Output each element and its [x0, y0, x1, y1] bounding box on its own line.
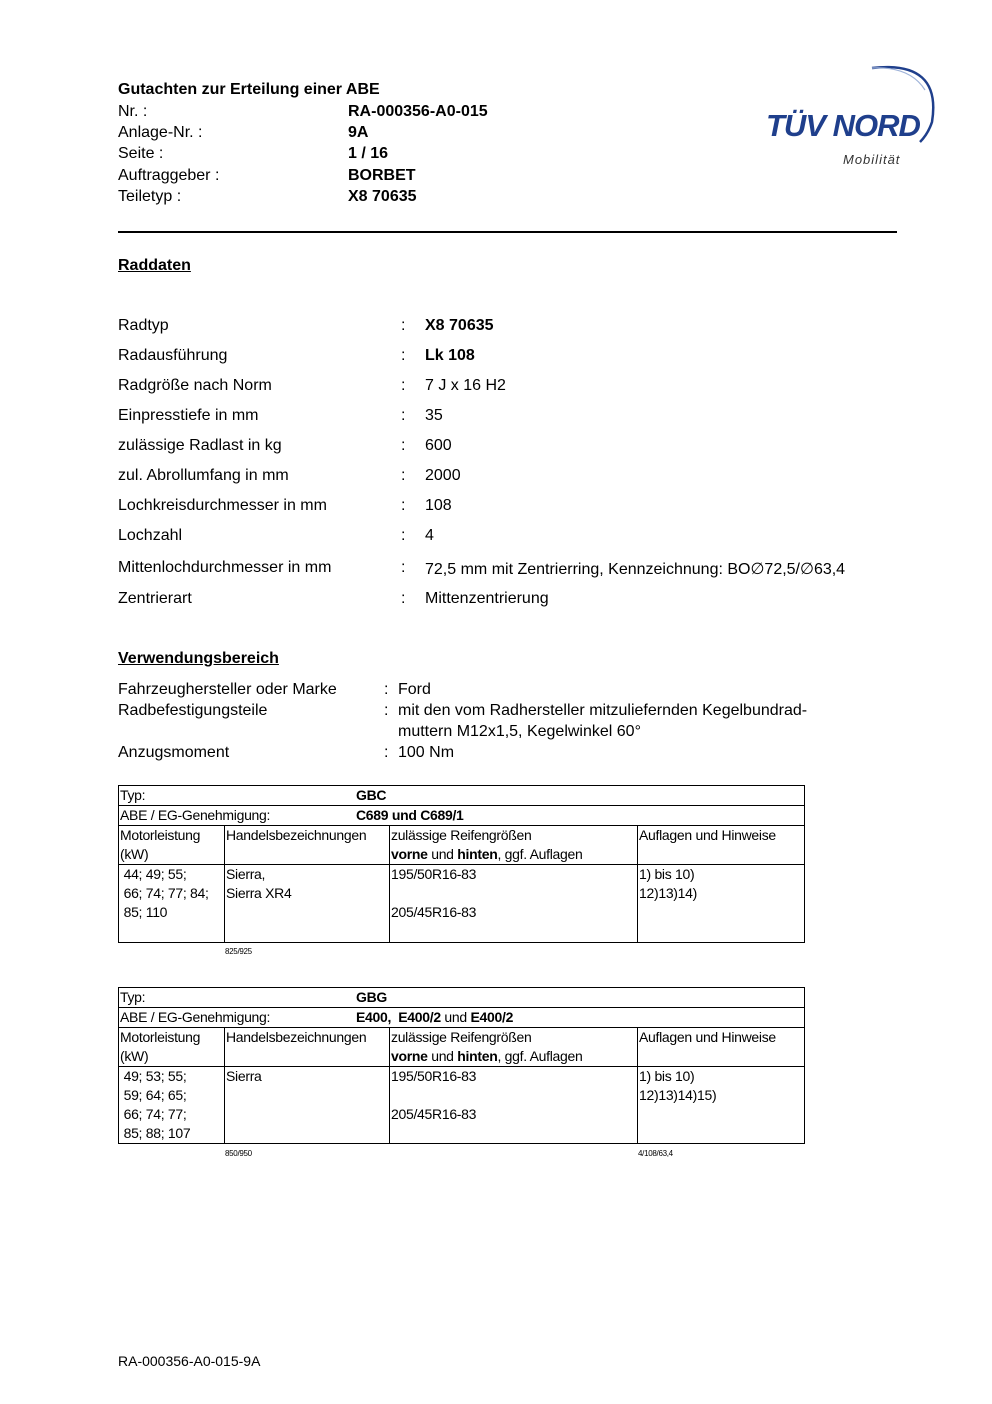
verwendung-value-continued: muttern M12x1,5, Kegelwinkel 60°: [398, 723, 641, 740]
verwendung-colon: :: [384, 702, 389, 719]
header-divider: [118, 231, 897, 233]
abe-cell: [119, 1008, 805, 1028]
raddaten-colon: :: [401, 317, 406, 334]
table-row-typ: [119, 988, 805, 1008]
header-text: [391, 845, 636, 864]
raddaten-label: zul. Abrollumfang in mm: [118, 467, 289, 484]
cell-line: 195/50R16-83: [391, 866, 477, 882]
header-reifengroessen: [390, 1028, 638, 1067]
table-header-row: [119, 1028, 805, 1067]
raddaten-value: 600: [425, 437, 452, 454]
header-auflagen-suffix: , ggf. Auflagen: [497, 1048, 583, 1064]
verwendung-value: Ford: [398, 681, 431, 698]
raddaten-colon: :: [401, 467, 406, 484]
cell-line: 1) bis 10): [639, 1068, 695, 1084]
header-label: Nr. :: [118, 103, 148, 120]
cell-line: [391, 884, 636, 903]
header-text: [391, 1047, 636, 1066]
verwendung-label: Radbefestigungsteile: [118, 702, 268, 719]
header-auflagen: [638, 1028, 805, 1067]
typ-cell: [119, 988, 805, 1008]
header-value: 9A: [348, 124, 369, 141]
table-note-left: 850/950: [225, 1149, 252, 1158]
header-bold-vorne: vorne: [391, 846, 428, 862]
cell-line: 195/50R16-83: [391, 1068, 477, 1084]
raddaten-value: Lk 108: [425, 347, 475, 364]
document-title: Gutachten zur Erteilung einer ABE: [118, 81, 380, 98]
header-label: Auftraggeber :: [118, 167, 220, 184]
verwendung-label: Anzugsmoment: [118, 744, 230, 761]
cell-line: Sierra,: [226, 866, 266, 882]
raddaten-label: Lochzahl: [118, 527, 183, 544]
table-note-right: 4/108/63,4: [638, 1149, 673, 1158]
raddaten-value: 7 J x 16 H2: [425, 377, 506, 394]
header-value: BORBET: [348, 167, 416, 184]
raddaten-colon: :: [401, 377, 406, 394]
cell-motorleistung: [119, 865, 225, 943]
raddaten-value: 35: [425, 407, 443, 424]
header-label: Teiletyp :: [118, 188, 182, 205]
header-text: Handelsbezeichnungen: [226, 1029, 367, 1045]
header-bold-vorne: vorne: [391, 1048, 428, 1064]
cell-line: 44; 49; 55;: [120, 866, 187, 882]
raddaten-value: Mittenzentrierung: [425, 590, 549, 607]
header-value: RA-000356-A0-015: [348, 103, 488, 120]
abe-und: und: [440, 1009, 471, 1025]
header-text: Motorleistung: [120, 827, 201, 843]
cell-motorleistung: [119, 1067, 225, 1144]
header-bold-hinten: hinten: [457, 1048, 498, 1064]
header-reifengroessen: [390, 826, 638, 865]
header-bold-hinten: hinten: [457, 846, 498, 862]
header-text: zulässige Reifengrößen: [391, 1029, 532, 1045]
footer-document-id: RA-000356-A0-015-9A: [118, 1353, 261, 1369]
cell-reifengroessen: [390, 1067, 638, 1144]
cell-line: 66; 74; 77; 84;: [120, 885, 209, 901]
table-row-abe: [119, 1008, 805, 1028]
cell-auflagen: [638, 1067, 805, 1144]
header-und: und: [427, 846, 458, 862]
vehicle-table-gbg: [118, 987, 805, 1144]
raddaten-value: 2000: [425, 467, 461, 484]
verwendung-value: 100 Nm: [398, 744, 455, 761]
cell-line: 12)13)14)15): [639, 1087, 717, 1103]
header-motorleistung: [119, 826, 225, 865]
raddaten-label: zulässige Radlast in kg: [118, 437, 282, 454]
header-label: Seite :: [118, 145, 164, 162]
raddaten-colon: :: [401, 527, 406, 544]
raddaten-value: X8 70635: [425, 317, 494, 334]
raddaten-label: Mittenlochdurchmesser in mm: [118, 559, 332, 576]
abe-value-1: E400, E400/2: [356, 1009, 441, 1025]
verwendung-value: mit den vom Radhersteller mitzuliefernden Kegelbundrad-: [398, 702, 808, 719]
verwendung-colon: :: [384, 681, 389, 698]
raddaten-value: 4: [425, 527, 434, 544]
cell-handelsbezeichnung: [225, 865, 390, 943]
header-label: Anlage-Nr. :: [118, 124, 203, 141]
typ-value: GBG: [356, 989, 387, 1005]
cell-line: 205/45R16-83: [391, 904, 477, 920]
raddaten-label: Einpresstiefe in mm: [118, 407, 259, 424]
cell-line: 66; 74; 77;: [120, 1106, 187, 1122]
header-value: X8 70635: [348, 188, 417, 205]
cell-line: [391, 1086, 636, 1105]
cell-line: 85; 110: [120, 904, 168, 920]
cell-line: 59; 64; 65;: [120, 1087, 187, 1103]
cell-auflagen: [638, 865, 805, 943]
abe-label: ABE / EG-Genehmigung:: [120, 807, 271, 823]
raddaten-colon: :: [401, 590, 406, 607]
raddaten-label: Radausführung: [118, 347, 228, 364]
cell-line: Sierra: [226, 1068, 262, 1084]
raddaten-colon: :: [401, 347, 406, 364]
section-title-raddaten: Raddaten: [118, 257, 191, 274]
table-header-row: [119, 826, 805, 865]
typ-cell: [119, 786, 805, 806]
cell-line: 85; 88; 107: [120, 1125, 191, 1141]
header-text: zulässige Reifengrößen: [391, 827, 532, 843]
typ-label: Typ:: [120, 989, 146, 1005]
raddaten-label: Zentrierart: [118, 590, 192, 607]
raddaten-colon: :: [401, 559, 406, 576]
header-handelsbezeichnungen: [225, 826, 390, 865]
abe-label: ABE / EG-Genehmigung:: [120, 1009, 271, 1025]
table-row-abe: [119, 806, 805, 826]
header-value: 1 / 16: [348, 145, 389, 162]
header-auflagen-suffix: , ggf. Auflagen: [497, 846, 583, 862]
cell-line: 49; 53; 55;: [120, 1068, 187, 1084]
header-auflagen: [638, 826, 805, 865]
header-motorleistung: [119, 1028, 225, 1067]
raddaten-value: 108: [425, 497, 452, 514]
raddaten-label: Radtyp: [118, 317, 169, 334]
cell-line: 205/45R16-83: [391, 1106, 477, 1122]
header-und: und: [427, 1048, 458, 1064]
typ-value: GBC: [356, 787, 387, 803]
logo-subtitle: Mobilität: [843, 152, 901, 167]
raddaten-colon: :: [401, 437, 406, 454]
cell-line: Sierra XR4: [226, 885, 292, 901]
verwendung-label: Fahrzeughersteller oder Marke: [118, 681, 337, 698]
raddaten-label: Radgröße nach Norm: [118, 377, 272, 394]
verwendung-colon: :: [384, 744, 389, 761]
cell-line: 12)13)14): [639, 885, 698, 901]
header-text: Auflagen und Hinweise: [639, 827, 776, 843]
abe-cell: [119, 806, 805, 826]
raddaten-colon: :: [401, 497, 406, 514]
cell-line: 1) bis 10): [639, 866, 695, 882]
vehicle-table-gbc: [118, 785, 805, 943]
header-text: Handelsbezeichnungen: [226, 827, 367, 843]
typ-label: Typ:: [120, 787, 146, 803]
raddaten-label: Lochkreisdurchmesser in mm: [118, 497, 327, 514]
header-text: Auflagen und Hinweise: [639, 1029, 776, 1045]
logo-brand: TÜV NORD: [766, 108, 920, 143]
table-row: [119, 865, 805, 943]
table-row-typ: [119, 786, 805, 806]
header-text: Motorleistung: [120, 1029, 201, 1045]
header-text: (kW): [120, 1048, 149, 1064]
header-handelsbezeichnungen: [225, 1028, 390, 1067]
table-row: [119, 1067, 805, 1144]
table-note-left: 825/925: [225, 947, 252, 956]
cell-reifengroessen: [390, 865, 638, 943]
raddaten-value: 72,5 mm mit Zentrierring, Kennzeichnung: BO∅72,5/∅63,4: [425, 561, 846, 578]
header-text: (kW): [120, 846, 149, 862]
cell-handelsbezeichnung: [225, 1067, 390, 1144]
abe-value-2: E400/2: [470, 1009, 514, 1025]
abe-value: C689 und C689/1: [356, 807, 464, 823]
section-title-verwendungsbereich: Verwendungsbereich: [118, 650, 279, 667]
raddaten-colon: :: [401, 407, 406, 424]
